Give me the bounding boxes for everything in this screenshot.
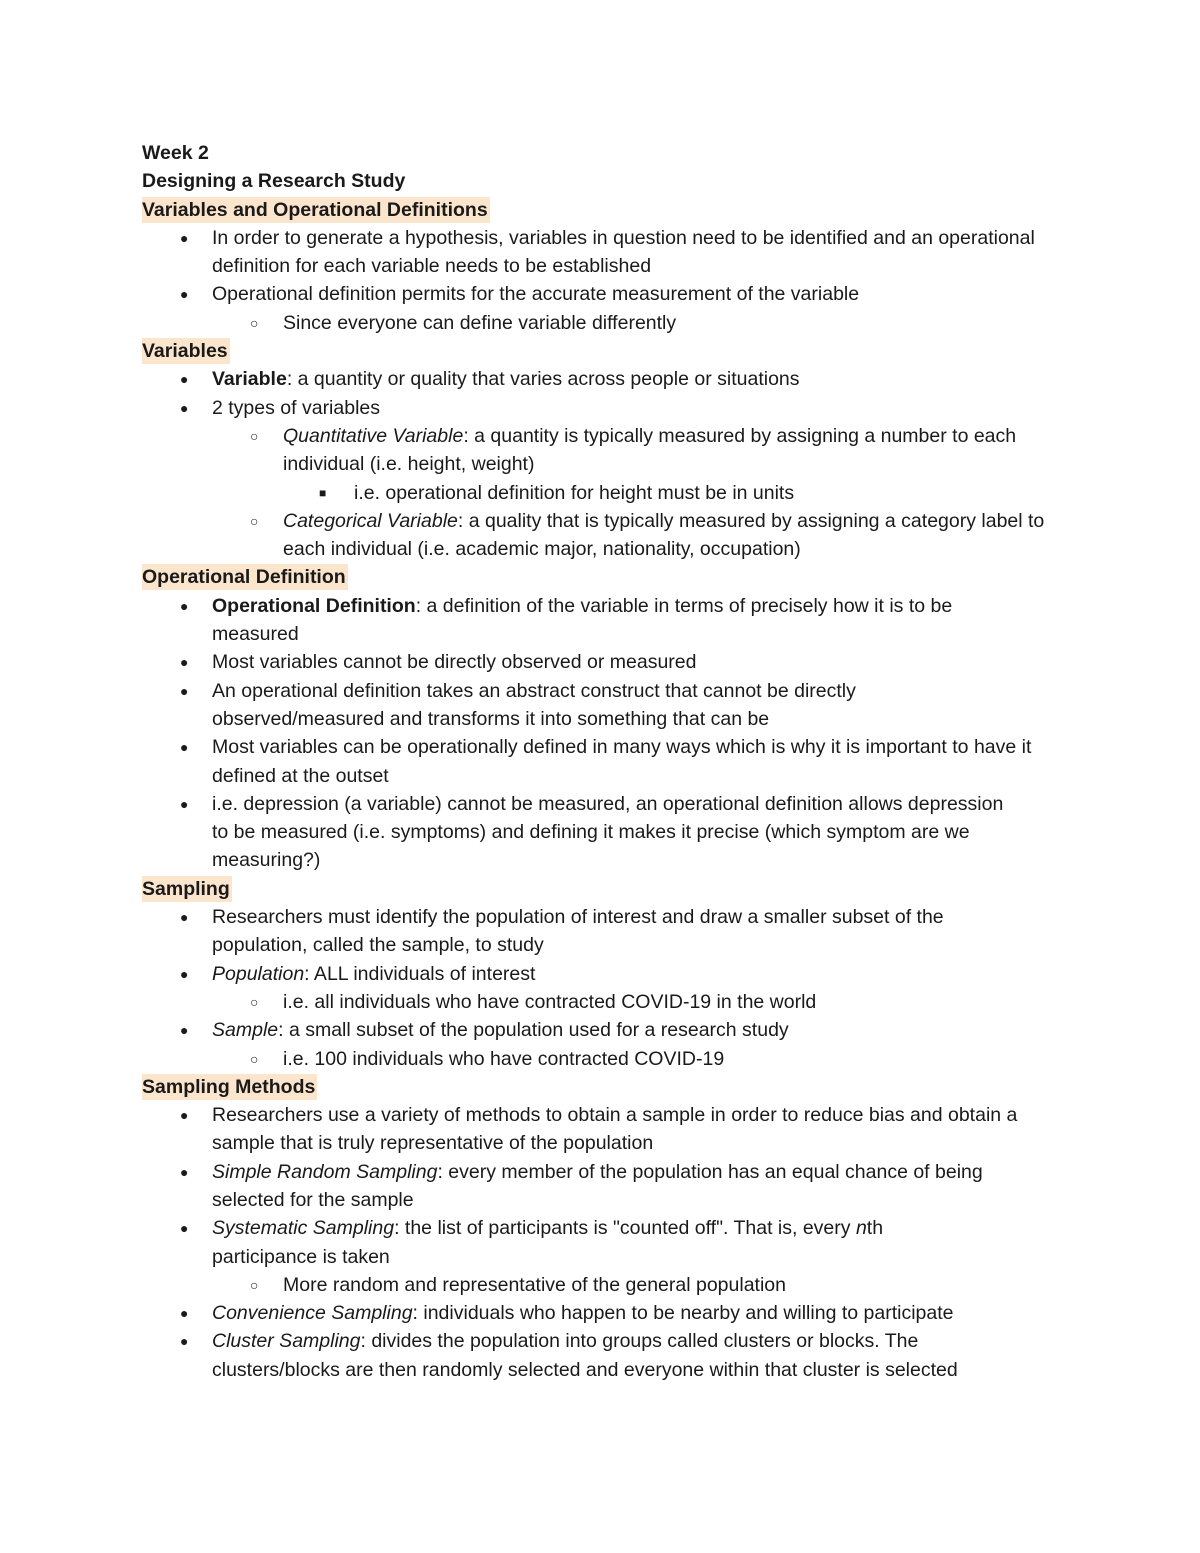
list-item: ● i.e. depression (a variable) cannot be measured, an operational definition allows depression to be measured (i.e. symptoms) and defining it makes it precise (which symptom are we measuring?) <box>142 790 1072 875</box>
list-item: ● Most variables cannot be directly observed or measured <box>142 648 1072 676</box>
bullet-icon <box>180 365 188 393</box>
list-item: ● 2 types of variables <box>142 394 1072 422</box>
list-item: ● Convenience Sampling: individuals who happen to be nearby and willing to participate <box>142 1299 1072 1327</box>
bullet-icon <box>180 648 188 676</box>
list-item: ● In order to generate a hypothesis, variables in question need to be identified and an operational definition for each variable needs to be established <box>142 224 1072 281</box>
bullet-icon <box>180 1214 188 1242</box>
circle-bullet-icon <box>250 507 258 535</box>
circle-bullet-icon <box>250 1045 258 1073</box>
bullet-icon <box>180 960 188 988</box>
section-heading-operational-definition: Operational Definition <box>142 566 346 589</box>
circle-bullet-icon <box>250 988 258 1016</box>
section-heading-sampling: Sampling <box>142 877 230 900</box>
bullet-icon <box>180 592 188 620</box>
list-item: ○ Categorical Variable: a quality that is typically measured by assigning a category label to each individual (i.e. academic major, nationality, occupation) <box>142 507 1072 564</box>
section-heading-variables: Variables <box>142 340 228 363</box>
list-item: ● Researchers must identify the population of interest and draw a smaller subset of the population, called the sample, to study <box>142 903 1072 960</box>
list-item: ● Simple Random Sampling: every member of the population has an equal chance of being selected for the sample <box>142 1158 1072 1215</box>
bullet-icon <box>180 394 188 422</box>
document-title: Designing a Research Study <box>142 170 406 193</box>
circle-bullet-icon <box>250 309 258 337</box>
list-item: ○ Quantitative Variable: a quantity is typically measured by assigning a number to each individual (i.e. height, weight) <box>142 422 1072 479</box>
list-item: ● Variable: a quantity or quality that varies across people or situations <box>142 365 1072 393</box>
week-label: Week 2 <box>142 142 209 164</box>
list-item: ● Operational Definition: a definition of the variable in terms of precisely how it is to be measured <box>142 592 1072 649</box>
circle-bullet-icon <box>250 1271 258 1299</box>
bullet-icon <box>180 1327 188 1355</box>
list-item: ● Researchers use a variety of methods to obtain a sample in order to reduce bias and obtain a sample that is truly representative of the population <box>142 1101 1072 1158</box>
bullet-icon <box>180 1016 188 1044</box>
list-item: ● Sample: a small subset of the population used for a research study <box>142 1016 1072 1044</box>
bullet-icon <box>180 1101 188 1129</box>
list-item: ● Cluster Sampling: divides the population into groups called clusters or blocks. The clusters/blocks are then randomly selected and everyone within that cluster is selected <box>142 1327 1072 1384</box>
bullet-icon <box>180 1299 188 1327</box>
list-item: ○ i.e. all individuals who have contracted COVID-19 in the world <box>142 988 1072 1016</box>
circle-bullet-icon <box>250 422 258 450</box>
notes-content <box>142 139 1072 1384</box>
section-heading-variables-operational-definitions: Variables and Operational Definitions <box>142 198 488 221</box>
list-item: ● Operational definition permits for the accurate measurement of the variable <box>142 280 1072 308</box>
list-item: ○ i.e. 100 individuals who have contracted COVID-19 <box>142 1045 1072 1073</box>
list-item: ● Population: ALL individuals of interest <box>142 960 1072 988</box>
bullet-icon <box>180 790 188 818</box>
list-item: ○ More random and representative of the general population <box>142 1271 1072 1299</box>
bullet-icon <box>180 903 188 931</box>
list-item: ○ Since everyone can define variable differently <box>142 309 1072 337</box>
list-item: ■ i.e. operational definition for height must be in units <box>142 479 1072 507</box>
list-item: ● An operational definition takes an abstract construct that cannot be directly observed/measured and transforms it into something that can be <box>142 677 1072 734</box>
square-bullet-icon <box>319 479 326 507</box>
bullet-icon <box>180 1158 188 1186</box>
bullet-icon <box>180 280 188 308</box>
list-item: ● Most variables can be operationally defined in many ways which is why it is important to have it defined at the outset <box>142 733 1072 790</box>
section-heading-sampling-methods: Sampling Methods <box>142 1075 316 1098</box>
bullet-icon <box>180 733 188 761</box>
list-item: ● Systematic Sampling: the list of participants is "counted off". That is, every nth participance is taken <box>142 1214 1072 1271</box>
bullet-icon <box>180 677 188 705</box>
bullet-icon <box>180 224 188 252</box>
